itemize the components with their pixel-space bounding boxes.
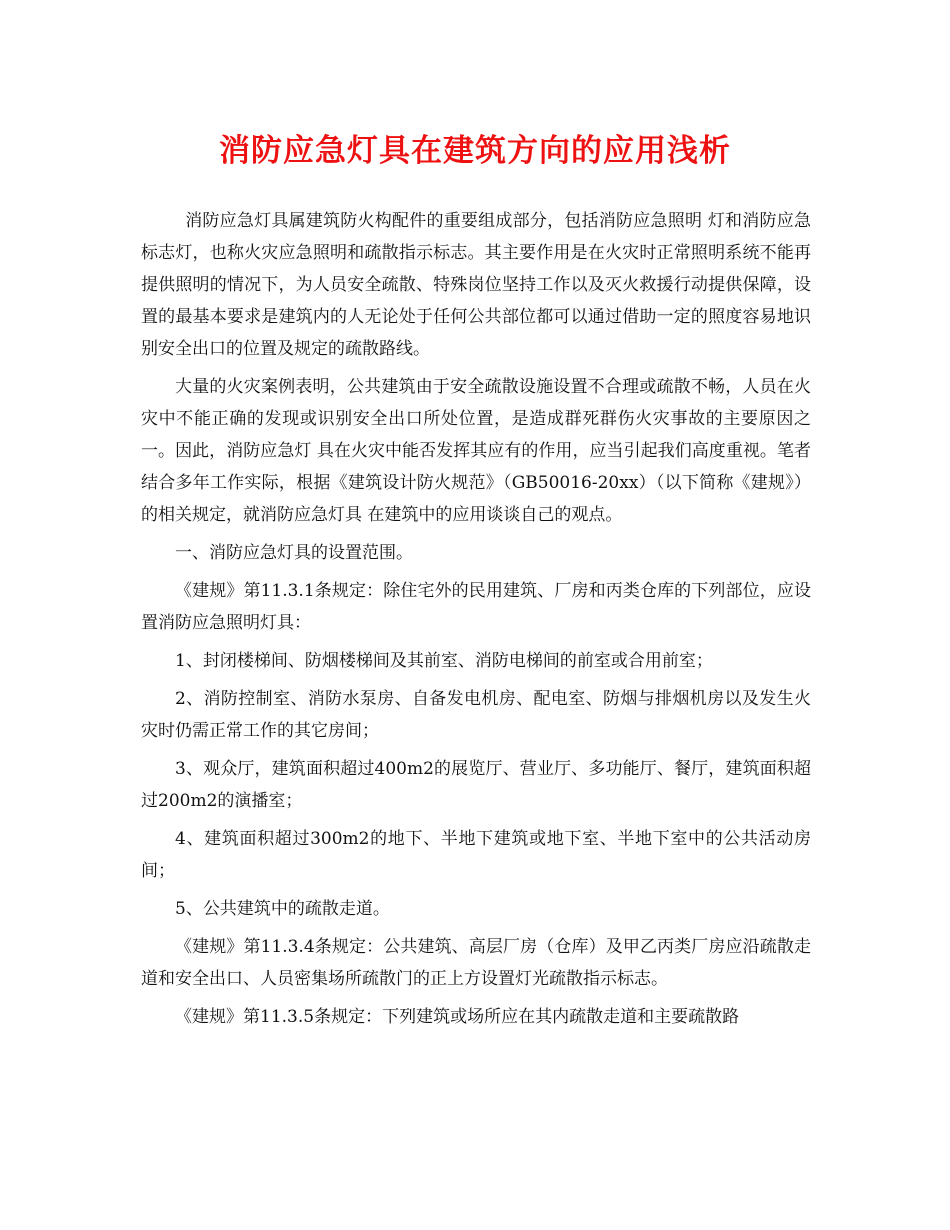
- paragraph-fire-cases: 大量的火灾案例表明，公共建筑由于安全疏散设施设置不合理或疏散不畅，人员在火灾中不能正确的发现或识别安全出口所处位置，是造成群死群伤火灾事故的主要原因之一。因此，消防应急灯 具在火灾中能否发挥其应有的作用，应当引起我们高度重视。笔者结合多年工作实际，根据《建筑设计防火规范》（GB50016-20xx）（以下简称《建规》）的相关规定，就消防应急灯具 在建筑中的应用谈谈自己的观点。: [141, 377, 811, 525]
- list-item-1: 1、封闭楼梯间、防烟楼梯间及其前室、消防电梯间的前室或合用前室；: [175, 651, 713, 671]
- list-item-4: 4、建筑面积超过300m2的地下、半地下建筑或地下室、半地下室中的公共活动房间；: [141, 829, 811, 881]
- paragraph-rule-11-3-4: 《建规》第11.3.4条规定：公共建筑、高层厂房（仓库）及甲乙丙类厂房应沿疏散走道和安全出口、人员密集场所疏散门的正上方设置灯光疏散指示标志。: [141, 937, 811, 989]
- list-item-3: 3、观众厅，建筑面积超过400m2的展览厅、营业厅、多功能厅、餐厅，建筑面积超过200m2的演播室；: [141, 759, 811, 811]
- paragraph-rule-11-3-1: 《建规》第11.3.1条规定：除住宅外的民用建筑、厂房和丙类仓库的下列部位，应设置消防应急照明灯具：: [141, 581, 811, 633]
- document-body: [141, 205, 811, 1039]
- paragraph-intro: 消防应急灯具属建筑防火构配件的重要组成部分，包括消防应急照明 灯和消防应急标志灯，也称火灾应急照明和疏散指示标志。其主要作用是在火灾时正常照明系统不能再提供照明的情况下，为人员安全疏散、特殊岗位坚持工作以及灭火救援行动提供保障，设置的最基本要求是建筑内的人无论处于任何公共部位都可以通过借助一定的照度容易地识别安全出口的位置及规定的疏散路线。: [141, 211, 811, 359]
- list-item-2: 2、消防控制室、消防水泵房、自备发电机房、配电室、防烟与排烟机房以及发生火灾时仍需正常工作的其它房间；: [141, 689, 811, 741]
- paragraph-rule-11-3-5: 《建规》第11.3.5条规定：下列建筑或场所应在其内疏散走道和主要疏散路: [175, 1007, 740, 1027]
- section-heading-scope: 一、消防应急灯具的设置范围。: [175, 543, 413, 563]
- list-item-5: 5、公共建筑中的疏散走道。: [175, 899, 390, 919]
- document-title: 消防应急灯具在建筑方向的应用浅析: [219, 133, 731, 169]
